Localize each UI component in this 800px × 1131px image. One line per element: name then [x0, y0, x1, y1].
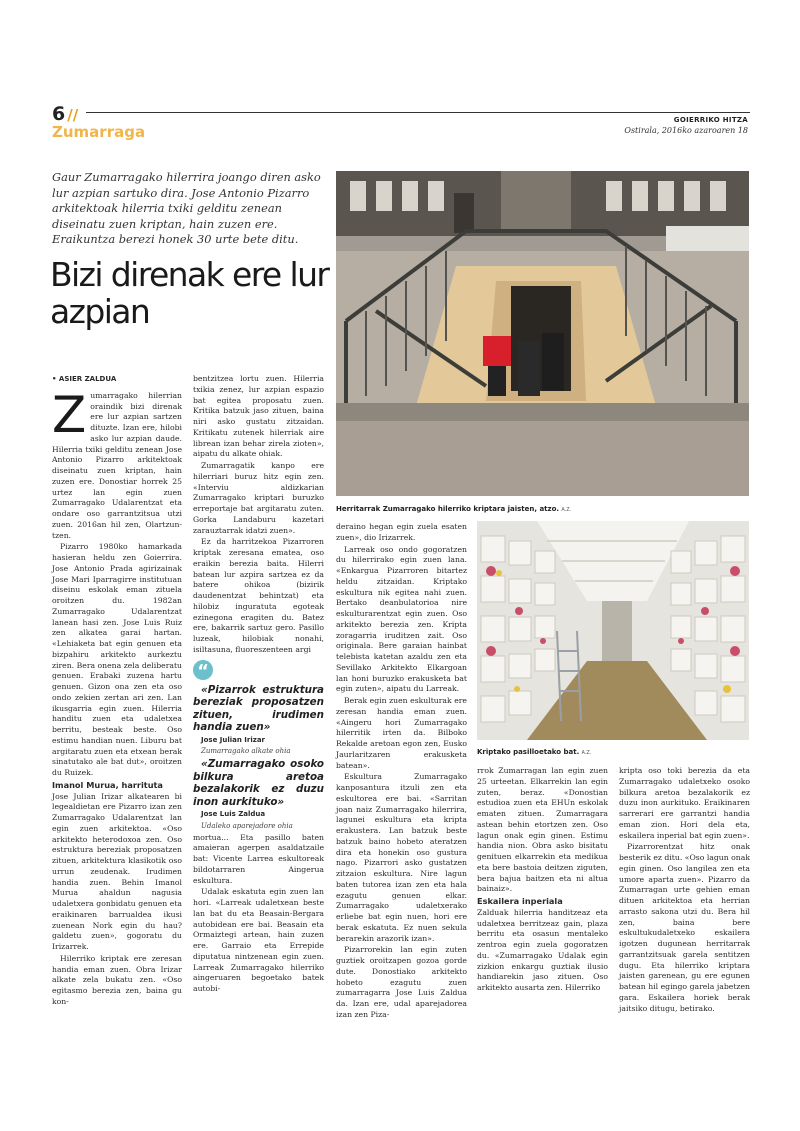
- col4-paragraph-1: rrok Zumarragan lan egin zuen 25 urteetan. Elkarrekin lan egin zuten, beraz. «Donostian estudioa zuen eta EHUn eskolak ematen zituen. Zumarragara astean behin etortzen zen. Oso lagun onak egin ginen. Estimu handia nion. Obra asko bisitatu genituen elkarrekin eta medikua eta bere bastoia deitzen ziguten, bera bajua baitzen eta ni altua bainaiz».: [477, 766, 608, 894]
- publication-name: GOIERRIKO HITZA: [673, 116, 748, 124]
- article-column-3: [336, 522, 467, 1022]
- page-number: 6 //: [52, 103, 79, 125]
- col1-paragraph-2: Pizarro 1980ko hamarkada hasieran heldu zen Goierrira. Jose Antonio Prada agirizainak Jose Mari Iparragirre institutuan diseinu eskolak eman zituela oroitzen du. 1982an Zumarragako Udalarentzat lanean hasi zen. Jose Luis Ruiz zen alkatea garai hartan. «Lehiaketa bat egin genuen eta bizpahiru arkitekto aurkeztu ziren. Bera onena zela deliberatu genuen. Erabaki zuzena hartu genuen. Gizon ona zen eta oso ondo zekien zertan ari zen. Lan ikusgarria egin zuen. Hilerria handitu zuen eta udaletxea berritu, besteak beste. Oso estimu handian nuen. Liburu bat argitaratu zuen eta etxean berak sinatutako ale bat dut», oroitzen du Ruizek.: [52, 542, 182, 777]
- col4-paragraph-2: Zalduak hilerria handitzeaz eta udaletxea berritzeaz gain, plaza berritu eta osasun mentaleko zentroa egin zuela gogoratzen du. «Zumarragako Udalak egin zizkion enkargu guztiak ilusio handiarekin jaso zituen. Oso arkitekto ausarta zen. Hilerriko: [477, 907, 608, 992]
- subhead-eskailera-inperiala: Eskailera inperiala: [477, 896, 563, 906]
- quote-icon: “: [193, 660, 213, 680]
- col2-paragraph-3: Ez da harritzekoa Pizarroren kriptak zeresana ematea, oso eraikin berezia baita. Hilerri batean lur azpira sartzea ez da batere ohikoa (bizirik daudenentzat behintzat) eta hilobiz inguratuta egoteak ezinegona eragiten du. Batez ere, bakarrik sartuz gero. Pasillo luzeak, hilobiak nonahi, isiltasuna, fluoreszenteen argi: [193, 537, 324, 654]
- col3-paragraph-4: Eskultura Zumarragako kanposantura itzuli zen eta eskultorea ere bai. «Sarritan joan naiz Zumarragako hilerrira, lagunei eskultura eta kripta erakustera. Lan batzuk beste batzuk baino hobeto ateratzen dira eta honekin oso gustura nago. Pizarrori asko gustatzen zitzaion eskultura. Nire lagun baten tutorea izan zen eta hala ezagutu genuen elkar. Zumarragako udaletxerako erliebe bat egin nuen, hori ere berak eskatuta. Ez nuen sekula berarekin arazorik izan».: [336, 772, 467, 943]
- pull-quote-1-name: Jose Julian Irizar: [201, 735, 266, 744]
- header-rule: [86, 112, 750, 113]
- col2-paragraph-4: mortua... Eta pasillo baten amaieran agerpen asaldatzaile bat: Vicente Larrea eskultoreak bildotarraren Aingerua eskultura.: [193, 832, 324, 885]
- article-column-5: [619, 766, 750, 1015]
- col3-paragraph-1: deraino hegan egin zuela esaten zuen», dio Irizarrek.: [336, 522, 467, 542]
- crypt-stairs-photo: [336, 171, 749, 496]
- pull-quote-2-role: Udaleko aparejadore ohia: [201, 821, 293, 830]
- article-column-2: [193, 374, 324, 996]
- photo-caption-corridor: [477, 748, 749, 756]
- crypt-corridor-photo: [477, 521, 749, 740]
- col1-paragraph-4: Hilerriko kriptak ere zeresan handia eman zuen. Obra Irizar alkate zela bukatu zen. «Oso egitasmo berezia zen, baina gu kon-: [52, 953, 182, 1006]
- publication-date: Ostirala, 2016ko azaroaren 18: [624, 126, 748, 135]
- article-lead: Gaur Zumarragako hilerrira joango diren asko lur azpian sartuko dira. Jose Antonio Pizarro arkitektoak hilerria txiki gelditu zenean diseinatu zuen kriptan, hain zuzen ere. Eraikuntza berezi honek 30 urte bete ditu.: [52, 170, 321, 246]
- col1-paragraph-1: umarragako hilerrian oraindik bizi direnak ere lur azpian sartzen dituzte. Izan ere, hilobi asko lur azpian daude. Hilerria txiki gelditu zenean Jose Antonio Pizarro arkitektoak diseinatu zuen kriptan, hain zuzen ere. Donostiar horrek 25 urtez lan egin zuen Zumarragako Udalarentzat eta ondare oso garrantzitsua utzi zuen. 2016an hil zen, Olartzun-tzen.: [52, 390, 182, 540]
- subhead-imanol-murua: Imanol Murua, harrituta: [52, 779, 163, 790]
- pull-quote-1: «Pizarrok estruktura bereziak proposatzen zituen, irudimen handia zuen»: [193, 683, 324, 733]
- col2-paragraph-2: Zumarragatik kanpo ere hilerriari buruz hitz egin zen. «Interviu aldizkarian Zumarragako kriptari buruzko erreportaje bat argitaratu zuten. Gorka Landaburu kazetari zarauztarrak idatzi zuen».: [193, 461, 324, 535]
- photo-caption-stairs: [336, 505, 749, 513]
- pull-quote-2: «Zumarragako osoko bilkura aretoa bezalakorik ez duzu inon aurkituko»: [193, 758, 324, 808]
- drop-cap: Z: [52, 385, 87, 444]
- caption-stairs-credit: A.Z.: [561, 507, 572, 513]
- col3-paragraph-3: Berak egin zuen eskulturak ere zeresan handia eman zuen. «Aingeru hori Zumarragako hilerritik irten da. Bilboko Rekalde aretoan egon zen, Eusko Jaurlaritzaren erakusketa batean».: [336, 696, 467, 770]
- col3-paragraph-2: Larreak oso ondo gogoratzen du hilerrirako egin zuen lana. «Enkargua Pizarroren bitartez heldu zitzaidan. Kriptako eskultura nik egitea nahi zuen. Bertako deanbulatorioa nire eskulturarentzat egin zuen. Oso arkitekto berezia zen. Kripta zoragarria iruditzen zait. Oso originala. Bere garaian hainbat telebista katetan azaldu zen eta Sevillako Arkitekto Elkargoan lan honi buruzko erakusketa bat egin zuten», aipatu du Larreak.: [336, 544, 467, 694]
- section-title: Zumarraga: [52, 123, 146, 141]
- pull-quote-2-name: Jose Luis Zaldua: [201, 810, 266, 818]
- page-number-slashes: //: [67, 106, 79, 124]
- col5-paragraph-1: kripta oso toki berezia da eta Zumarragako udaletxeko osoko bilkura aretoa bezalakorik ez duzu inon aurkituko. Eraikinaren sarrerari ere garrantzi handia eman zion. Hori dela eta, eskailera inperial bat egin zuen».: [619, 766, 750, 840]
- col2-paragraph-5: Udalak eskatuta egin zuen lan hori. «Larreak udaletxean beste lan bat du eta Beasain-Bergara autobidean ere bai. Beasain eta Ormaiztegi artean, hain zuzen ere. Garraio eta Errepide diputatua nintzenean egin zuen. Larreak Zumarragako hilerriko aingeruaren begoetako batek autobi-: [193, 887, 324, 993]
- article-column-1: [52, 374, 182, 1009]
- article-column-4: [477, 766, 608, 995]
- caption-corridor-text: Kriptako pasilloetako bat.: [477, 748, 580, 756]
- caption-corridor-credit: A.Z.: [581, 750, 592, 756]
- article-byline: • ASIER ZALDUA: [52, 375, 117, 383]
- col1-paragraph-3: Jose Julian Irizar alkatearen bi legealdietan ere Pizarro izan zen Zumarragako Udalarentzat lan egin zuen arkitektoa. «Oso arkitekto heterodoxoa zen. Oso estruktura bereziak proposatzen zituen, arkitektura klasikotik oso urrun zeudenak. Irudimen handia zuen. Behin Imanol Murua ahaldun nagusia udaletxera gonbidatu genuen eta eraikinaren barrualdea ikusi zuenean Nork egin du hau? galdetu zuen», gogoratu du Irizarrek.: [52, 791, 182, 951]
- col3-paragraph-5: Pizarrorekin lan egin zuten guztiek oroitzapen gozoa gorde dute. Donostiako arkitekto hobeto ezagutu zuen zumarragarra Jose Luis Zaldua da. Izan ere, udal aparejadorea izan zen Piza-: [336, 945, 467, 1019]
- col5-paragraph-2: Pizarrorentzat hitz onak besterik ez ditu. «Oso lagun onak egin ginen. Oso langilea zen eta umore aparta zuen». Pizarro da Zumarragan urte gehien eman dituen arkitektoa eta herrian arrasto sakona utzi du. Bera hil zen, baina bere eskultukudaletxeko eskailera igotzen dugunean herritarrak garrantzitsuak garela sentitzen dugu. Eta hilerriko kriptara jaisten garenean, gu ere egunen batean hil egingo garela jabetzen gara. Eskailera horiek berak jaitsiko ditugu, betirako.: [619, 842, 750, 1013]
- article-headline: Bizi direnak ere lur azpian: [50, 255, 329, 331]
- caption-stairs-text: Herritarrak Zumarragako hilerriko kriptara jaisten, atzo.: [336, 505, 560, 513]
- col2-paragraph-1: bentzitzea lortu zuen. Hilerria txikia zenez, lur azpian espazio bat egitea proposatu zuen. Kritika batzuk jaso zituen, baina niri asko gustatu zitzaidan. Kritikatu zutenek hilerriak aire librean izan behar zirela zioten», aipatu du alkate ohiak.: [193, 374, 324, 459]
- pull-quote-1-role: Zumarragako alkate ohia: [201, 747, 291, 756]
